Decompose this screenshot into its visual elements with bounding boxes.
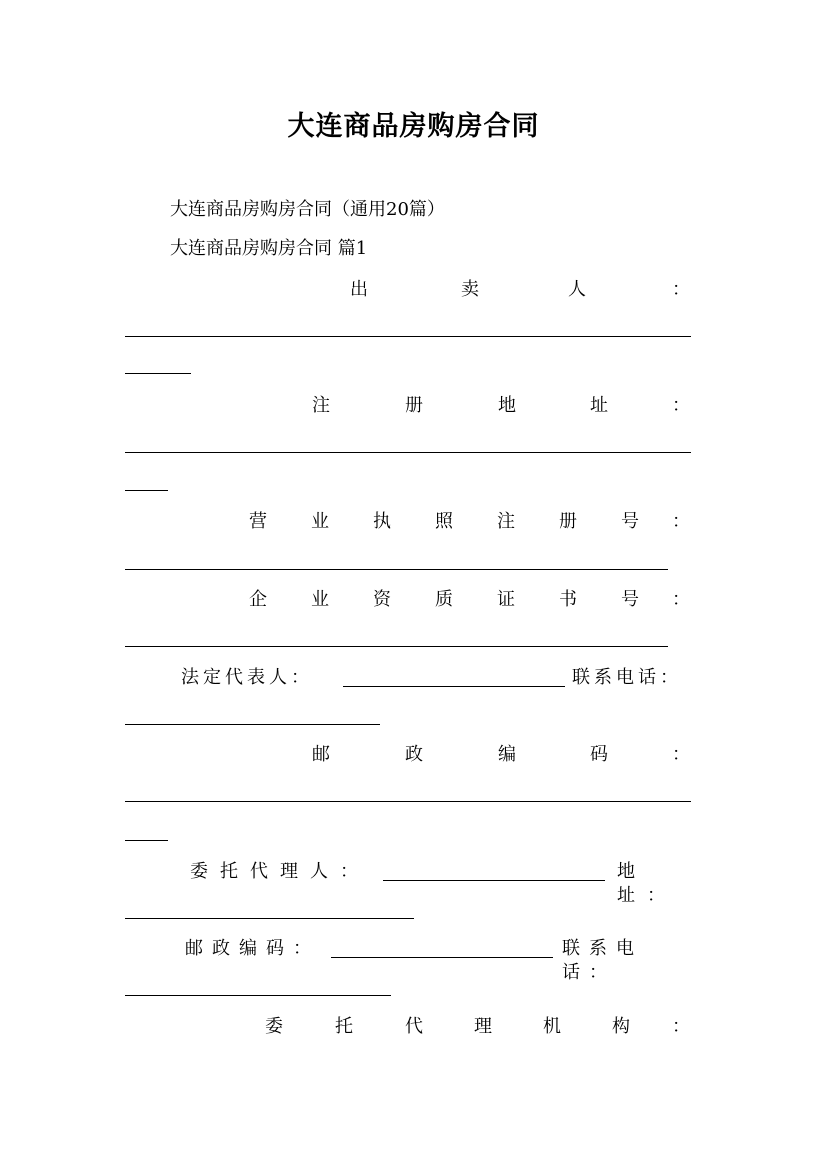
phone-blank-line[interactable] bbox=[125, 724, 380, 725]
agency-label: 委 托 代 理 机 构 ： bbox=[265, 1016, 690, 1037]
address-blank-line[interactable] bbox=[125, 918, 414, 919]
reg-address-blank-line-cont[interactable] bbox=[125, 490, 168, 491]
cert-no-blank-line[interactable] bbox=[125, 646, 668, 647]
section-heading: 大连商品房购房合同 篇1 bbox=[170, 238, 368, 259]
seller-label: 出 卖 人 ： bbox=[350, 279, 690, 300]
license-no-label: 营 业 执 照 注 册 号 ： bbox=[249, 511, 690, 532]
postcode-blank-line-cont[interactable] bbox=[125, 840, 168, 841]
reg-address-blank-line[interactable] bbox=[125, 452, 691, 453]
postcode-blank-line[interactable] bbox=[125, 801, 691, 802]
seller-blank-line-cont[interactable] bbox=[125, 373, 191, 374]
agent-blank-line[interactable] bbox=[383, 880, 605, 881]
postcode-label: 邮 政 编 码 ： bbox=[312, 744, 690, 765]
phone2-label: 联系电话： bbox=[562, 938, 643, 983]
legal-rep-label: 法定代表人： bbox=[181, 667, 313, 688]
license-no-blank-line[interactable] bbox=[125, 569, 668, 570]
phone-label: 联系电话： bbox=[572, 667, 682, 688]
cert-no-label: 企 业 资 质 证 书 号 ： bbox=[249, 589, 690, 610]
document-title: 大连商品房购房合同 bbox=[287, 111, 540, 142]
address-label: 地址： bbox=[617, 861, 677, 906]
agent-label: 委托代理人： bbox=[190, 861, 370, 882]
intro-line: 大连商品房购房合同（通用20篇） bbox=[170, 199, 445, 220]
reg-address-label: 注 册 地 址 ： bbox=[312, 395, 690, 416]
seller-blank-line[interactable] bbox=[125, 336, 691, 337]
postcode2-label: 邮政编码： bbox=[185, 938, 320, 959]
phone2-blank-line[interactable] bbox=[125, 995, 391, 996]
legal-rep-blank-line[interactable] bbox=[343, 686, 565, 687]
postcode2-blank-line[interactable] bbox=[331, 957, 553, 958]
